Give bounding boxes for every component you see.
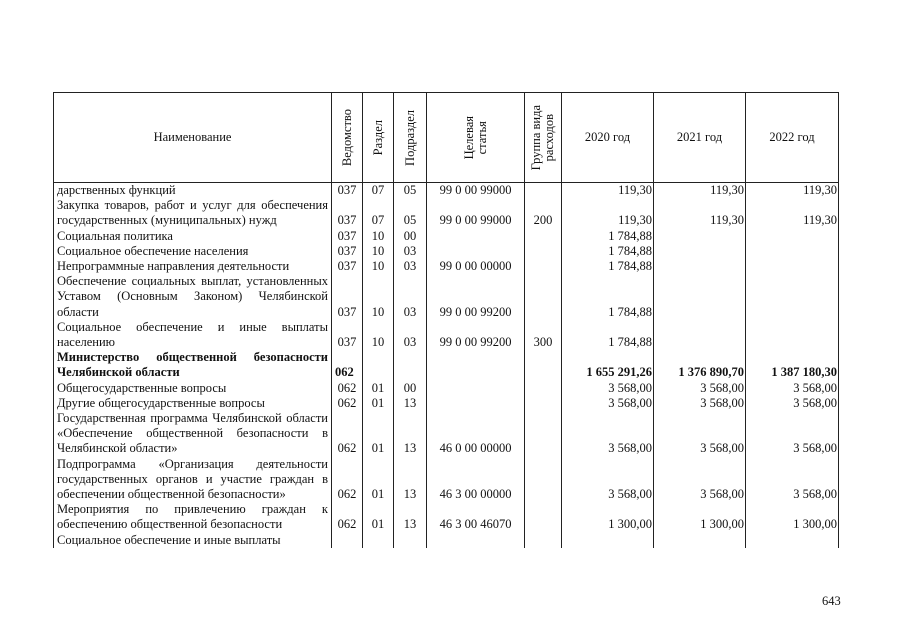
row-razdel: 10: [363, 229, 394, 244]
row-2021: 1 300,00: [654, 502, 746, 532]
table-body: [54, 183, 839, 548]
row-2022: 3 568,00: [746, 381, 839, 396]
row-2021: [654, 244, 746, 259]
row-2022: [746, 533, 839, 548]
row-podrazdel: [394, 533, 427, 548]
row-vedomstvo: 037: [332, 320, 363, 350]
row-2021: 3 568,00: [654, 457, 746, 503]
row-gruppa: [525, 259, 562, 274]
row-2022: [746, 229, 839, 244]
row-celevaya: [427, 381, 525, 396]
row-2020: 1 784,88: [562, 244, 654, 259]
row-gruppa: [525, 274, 562, 320]
row-vedomstvo: [332, 533, 363, 548]
row-gruppa: 200: [525, 198, 562, 228]
row-2021: 3 568,00: [654, 381, 746, 396]
row-2020: 1 655 291,26: [562, 350, 654, 380]
row-gruppa: [525, 183, 562, 199]
row-podrazdel: [394, 350, 427, 380]
page-number: 643: [822, 594, 841, 608]
row-podrazdel: 13: [394, 502, 427, 532]
table-row: [54, 350, 839, 380]
row-razdel: 01: [363, 502, 394, 532]
header-2022: 2022 год: [746, 93, 839, 183]
row-2020: 3 568,00: [562, 381, 654, 396]
row-vedomstvo: 037: [332, 259, 363, 274]
budget-table: [53, 92, 839, 548]
row-podrazdel: 05: [394, 183, 427, 199]
table-row: [54, 381, 839, 396]
table-row: [54, 396, 839, 411]
table-header: [54, 93, 839, 183]
row-name: Социальное обеспечение и иные выплаты: [54, 533, 332, 548]
row-2021: 3 568,00: [654, 411, 746, 457]
row-2022: 119,30: [746, 198, 839, 228]
row-podrazdel: 00: [394, 381, 427, 396]
table-row: [54, 229, 839, 244]
row-2021: [654, 533, 746, 548]
row-name: Социальное обеспечение населения: [54, 244, 332, 259]
row-name: Закупка товаров, работ и услуг для обеспечения государственных (муниципальных) нужд: [54, 198, 332, 228]
row-2021: [654, 259, 746, 274]
row-2020: 3 568,00: [562, 396, 654, 411]
table-row: [54, 198, 839, 228]
table-row: [54, 274, 839, 320]
table-row: [54, 502, 839, 532]
row-name: Другие общегосударственные вопросы: [54, 396, 332, 411]
row-celevaya: 46 0 00 00000: [427, 411, 525, 457]
row-gruppa: [525, 229, 562, 244]
row-2022: [746, 274, 839, 320]
table-row: [54, 533, 839, 548]
row-vedomstvo: 062: [332, 381, 363, 396]
row-gruppa: [525, 244, 562, 259]
row-podrazdel: 13: [394, 411, 427, 457]
header-2021: 2021 год: [654, 93, 746, 183]
row-gruppa: [525, 411, 562, 457]
row-name: Социальная политика: [54, 229, 332, 244]
row-name: Министерство общественной безопасности Челябинской области: [54, 350, 332, 380]
header-name: Наименование: [54, 93, 332, 183]
row-vedomstvo: 062: [332, 396, 363, 411]
row-name: Общегосударственные вопросы: [54, 381, 332, 396]
row-2020: 1 784,88: [562, 274, 654, 320]
row-vedomstvo: 037: [332, 183, 363, 199]
row-razdel: 10: [363, 244, 394, 259]
row-name: Социальное обеспечение и иные выплаты населению: [54, 320, 332, 350]
row-celevaya: [427, 244, 525, 259]
row-vedomstvo: 037: [332, 244, 363, 259]
row-podrazdel: 00: [394, 229, 427, 244]
table-row: [54, 320, 839, 350]
table-row: [54, 457, 839, 503]
row-vedomstvo: 062: [332, 502, 363, 532]
row-podrazdel: 03: [394, 259, 427, 274]
header-gruppa: Группа вида расходов: [525, 93, 562, 183]
row-2021: 119,30: [654, 198, 746, 228]
row-2020: 1 784,88: [562, 229, 654, 244]
row-name: дарственных функций: [54, 183, 332, 199]
row-gruppa: [525, 533, 562, 548]
row-podrazdel: 03: [394, 320, 427, 350]
row-celevaya: [427, 533, 525, 548]
row-gruppa: 300: [525, 320, 562, 350]
row-2020: 1 300,00: [562, 502, 654, 532]
row-2021: 1 376 890,70: [654, 350, 746, 380]
row-celevaya: 99 0 00 99200: [427, 320, 525, 350]
header-celevaya: Целевая статья: [427, 93, 525, 183]
row-2020: 1 784,88: [562, 320, 654, 350]
row-2020: [562, 533, 654, 548]
row-celevaya: 46 3 00 46070: [427, 502, 525, 532]
row-2022: 3 568,00: [746, 411, 839, 457]
row-razdel: 01: [363, 396, 394, 411]
row-gruppa: [525, 381, 562, 396]
row-2021: [654, 320, 746, 350]
row-2022: 1 300,00: [746, 502, 839, 532]
header-vedomstvo: Ведомство: [332, 93, 363, 183]
row-razdel: 01: [363, 457, 394, 503]
row-name: Непрограммные направления деятельности: [54, 259, 332, 274]
table-row: [54, 183, 839, 199]
table-row: [54, 259, 839, 274]
row-podrazdel: 05: [394, 198, 427, 228]
row-name: Подпрограмма «Организация деятельности государственных органов и участие граждан в обеспечении общественной безопасности»: [54, 457, 332, 503]
row-podrazdel: 13: [394, 457, 427, 503]
row-vedomstvo: 062: [332, 411, 363, 457]
row-podrazdel: 13: [394, 396, 427, 411]
row-razdel: 10: [363, 320, 394, 350]
table-row: [54, 244, 839, 259]
row-razdel: 07: [363, 198, 394, 228]
row-celevaya: 99 0 00 99000: [427, 198, 525, 228]
row-2021: 3 568,00: [654, 396, 746, 411]
row-vedomstvo: 037: [332, 229, 363, 244]
row-celevaya: 46 3 00 00000: [427, 457, 525, 503]
row-razdel: 10: [363, 259, 394, 274]
row-podrazdel: 03: [394, 274, 427, 320]
row-2022: 3 568,00: [746, 457, 839, 503]
row-gruppa: [525, 350, 562, 380]
row-celevaya: 99 0 00 99200: [427, 274, 525, 320]
row-razdel: 01: [363, 411, 394, 457]
row-gruppa: [525, 396, 562, 411]
row-gruppa: [525, 457, 562, 503]
row-name: Обеспечение социальных выплат, установленных Уставом (Основным Законом) Челябинской области: [54, 274, 332, 320]
row-celevaya: [427, 229, 525, 244]
row-gruppa: [525, 502, 562, 532]
row-name: Государственная программа Челябинской области «Обеспечение общественной безопасности в Челябинской области»: [54, 411, 332, 457]
row-celevaya: 99 0 00 99000: [427, 183, 525, 199]
row-2022: 3 568,00: [746, 396, 839, 411]
row-celevaya: [427, 396, 525, 411]
row-2021: [654, 274, 746, 320]
row-2021: 119,30: [654, 183, 746, 199]
row-2020: 3 568,00: [562, 411, 654, 457]
row-2020: 119,30: [562, 198, 654, 228]
row-2022: [746, 259, 839, 274]
row-podrazdel: 03: [394, 244, 427, 259]
row-vedomstvo: 062: [332, 457, 363, 503]
row-celevaya: 99 0 00 00000: [427, 259, 525, 274]
header-podrazdel: Подраздел: [394, 93, 427, 183]
row-celevaya: [427, 350, 525, 380]
row-name: Мероприятия по привлечению граждан к обеспечению общественной безопасности: [54, 502, 332, 532]
row-razdel: 07: [363, 183, 394, 199]
row-2022: [746, 244, 839, 259]
row-2020: 119,30: [562, 183, 654, 199]
row-vedomstvo: 037: [332, 198, 363, 228]
header-razdel: Раздел: [363, 93, 394, 183]
row-vedomstvo: 037: [332, 274, 363, 320]
row-2020: 3 568,00: [562, 457, 654, 503]
row-razdel: 10: [363, 274, 394, 320]
row-razdel: [363, 350, 394, 380]
table-row: [54, 411, 839, 457]
row-2022: 1 387 180,30: [746, 350, 839, 380]
row-2020: 1 784,88: [562, 259, 654, 274]
row-2022: 119,30: [746, 183, 839, 199]
row-vedomstvo: 062: [332, 350, 363, 380]
row-razdel: 01: [363, 381, 394, 396]
row-razdel: [363, 533, 394, 548]
row-2021: [654, 229, 746, 244]
header-2020: 2020 год: [562, 93, 654, 183]
row-2022: [746, 320, 839, 350]
